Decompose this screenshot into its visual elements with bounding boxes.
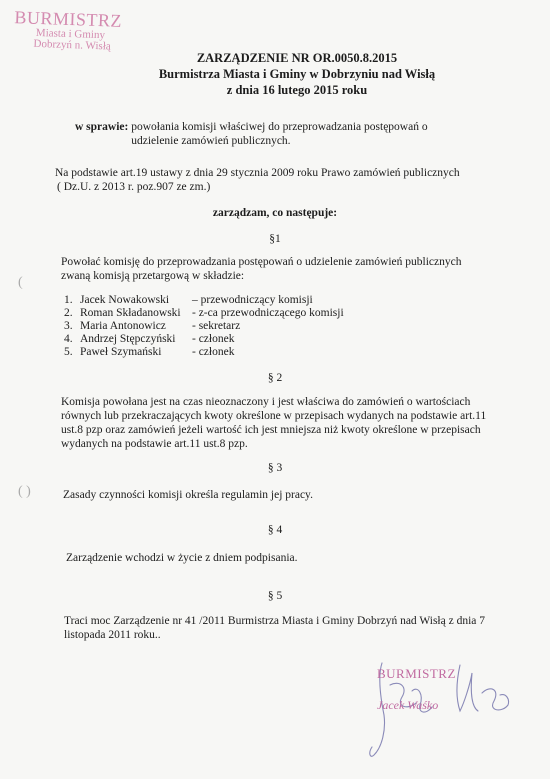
- list-item: 3. Maria Antonowicz - sekretarz: [64, 320, 241, 332]
- list-item: 1. Jacek Nowakowski – przewodniczący komisji: [64, 294, 313, 306]
- decree-heading: zarządzam, co następuje:: [212, 207, 338, 219]
- subject-label: w sprawie:: [75, 121, 129, 133]
- document-subtitle: Burmistrza Miasta i Gminy w Dobrzyniu nad Wisłą: [158, 67, 436, 81]
- signature-title: BURMISTRZ: [377, 666, 456, 681]
- legal-basis-line-1: Na podstawie art.19 ustawy z dnia 29 stycznia 2009 roku Prawo zamówień publicznych: [55, 167, 460, 179]
- document-date: z dnia 16 lutego 2015 roku: [226, 83, 368, 97]
- document-title: ZARZĄDZENIE NR OR.0050.8.2015: [196, 51, 398, 65]
- list-item: 4. Andrzej Stępczyński - członek: [64, 333, 235, 345]
- stamp-line-1: BURMISTRZ: [14, 7, 123, 31]
- subject-text: powołania komisji właściwej do przeprowadzania postępowań o udzielenie zamówień publicznych.: [131, 121, 428, 147]
- office-stamp: [13, 8, 122, 54]
- section-1-heading: §1: [269, 233, 281, 245]
- section-4-heading: § 4: [267, 524, 283, 536]
- list-item: 2. Roman Składanowski - z-ca przewodniczącego komisji: [64, 307, 344, 319]
- section-5-heading: § 5: [267, 590, 283, 602]
- section-4-text: Zarządzenie wchodzi w życie z dniem podpisania.: [66, 552, 298, 564]
- list-item: 5. Paweł Szymański - członek: [64, 346, 235, 358]
- section-3-text: Zasady czynności komisji określa regulamin jej pracy.: [63, 489, 313, 501]
- section-3-heading: § 3: [267, 462, 283, 474]
- stamp-line-2: Miasta i Gminy: [35, 26, 106, 42]
- legal-basis-line-2: ( Dz.U. z 2013 r. poz.907 ze zm.): [57, 181, 211, 193]
- punch-hole-mark: ( ): [18, 484, 31, 499]
- punch-hole-mark: (: [18, 275, 23, 290]
- signature-name: Jacek Waśko: [377, 698, 439, 712]
- section-1-text: Powołać komisję do przeprowadzania postępowań o udzielenie zamówień publicznych zwaną komisją przetargową w składzie:: [61, 256, 462, 282]
- members-list: [64, 294, 344, 359]
- subject-block: [75, 120, 495, 148]
- section-2-text: Komisja powołana jest na czas nieoznaczony i jest właściwa do zamówień o wartościach równych lub przekraczających kwoty określone w przepisach wydanych na podstawie art.11 ust.8 pzp oraz zamówień jeżeli wartość ich jest mniejsza niż kwoty określone w przepisach wydanych na podstawie art.11 ust.8 pzp.: [61, 396, 487, 450]
- section-5-text: Traci moc Zarządzenie nr 41 /2011 Burmistrza Miasta i Gminy Dobrzyń nad Wisłą z dnia 7 listopada 2011 roku..: [64, 615, 485, 641]
- section-2-heading: § 2: [267, 372, 283, 384]
- legal-basis: [55, 166, 495, 194]
- stamp-line-3: Dobrzyń n. Wisłą: [33, 38, 111, 53]
